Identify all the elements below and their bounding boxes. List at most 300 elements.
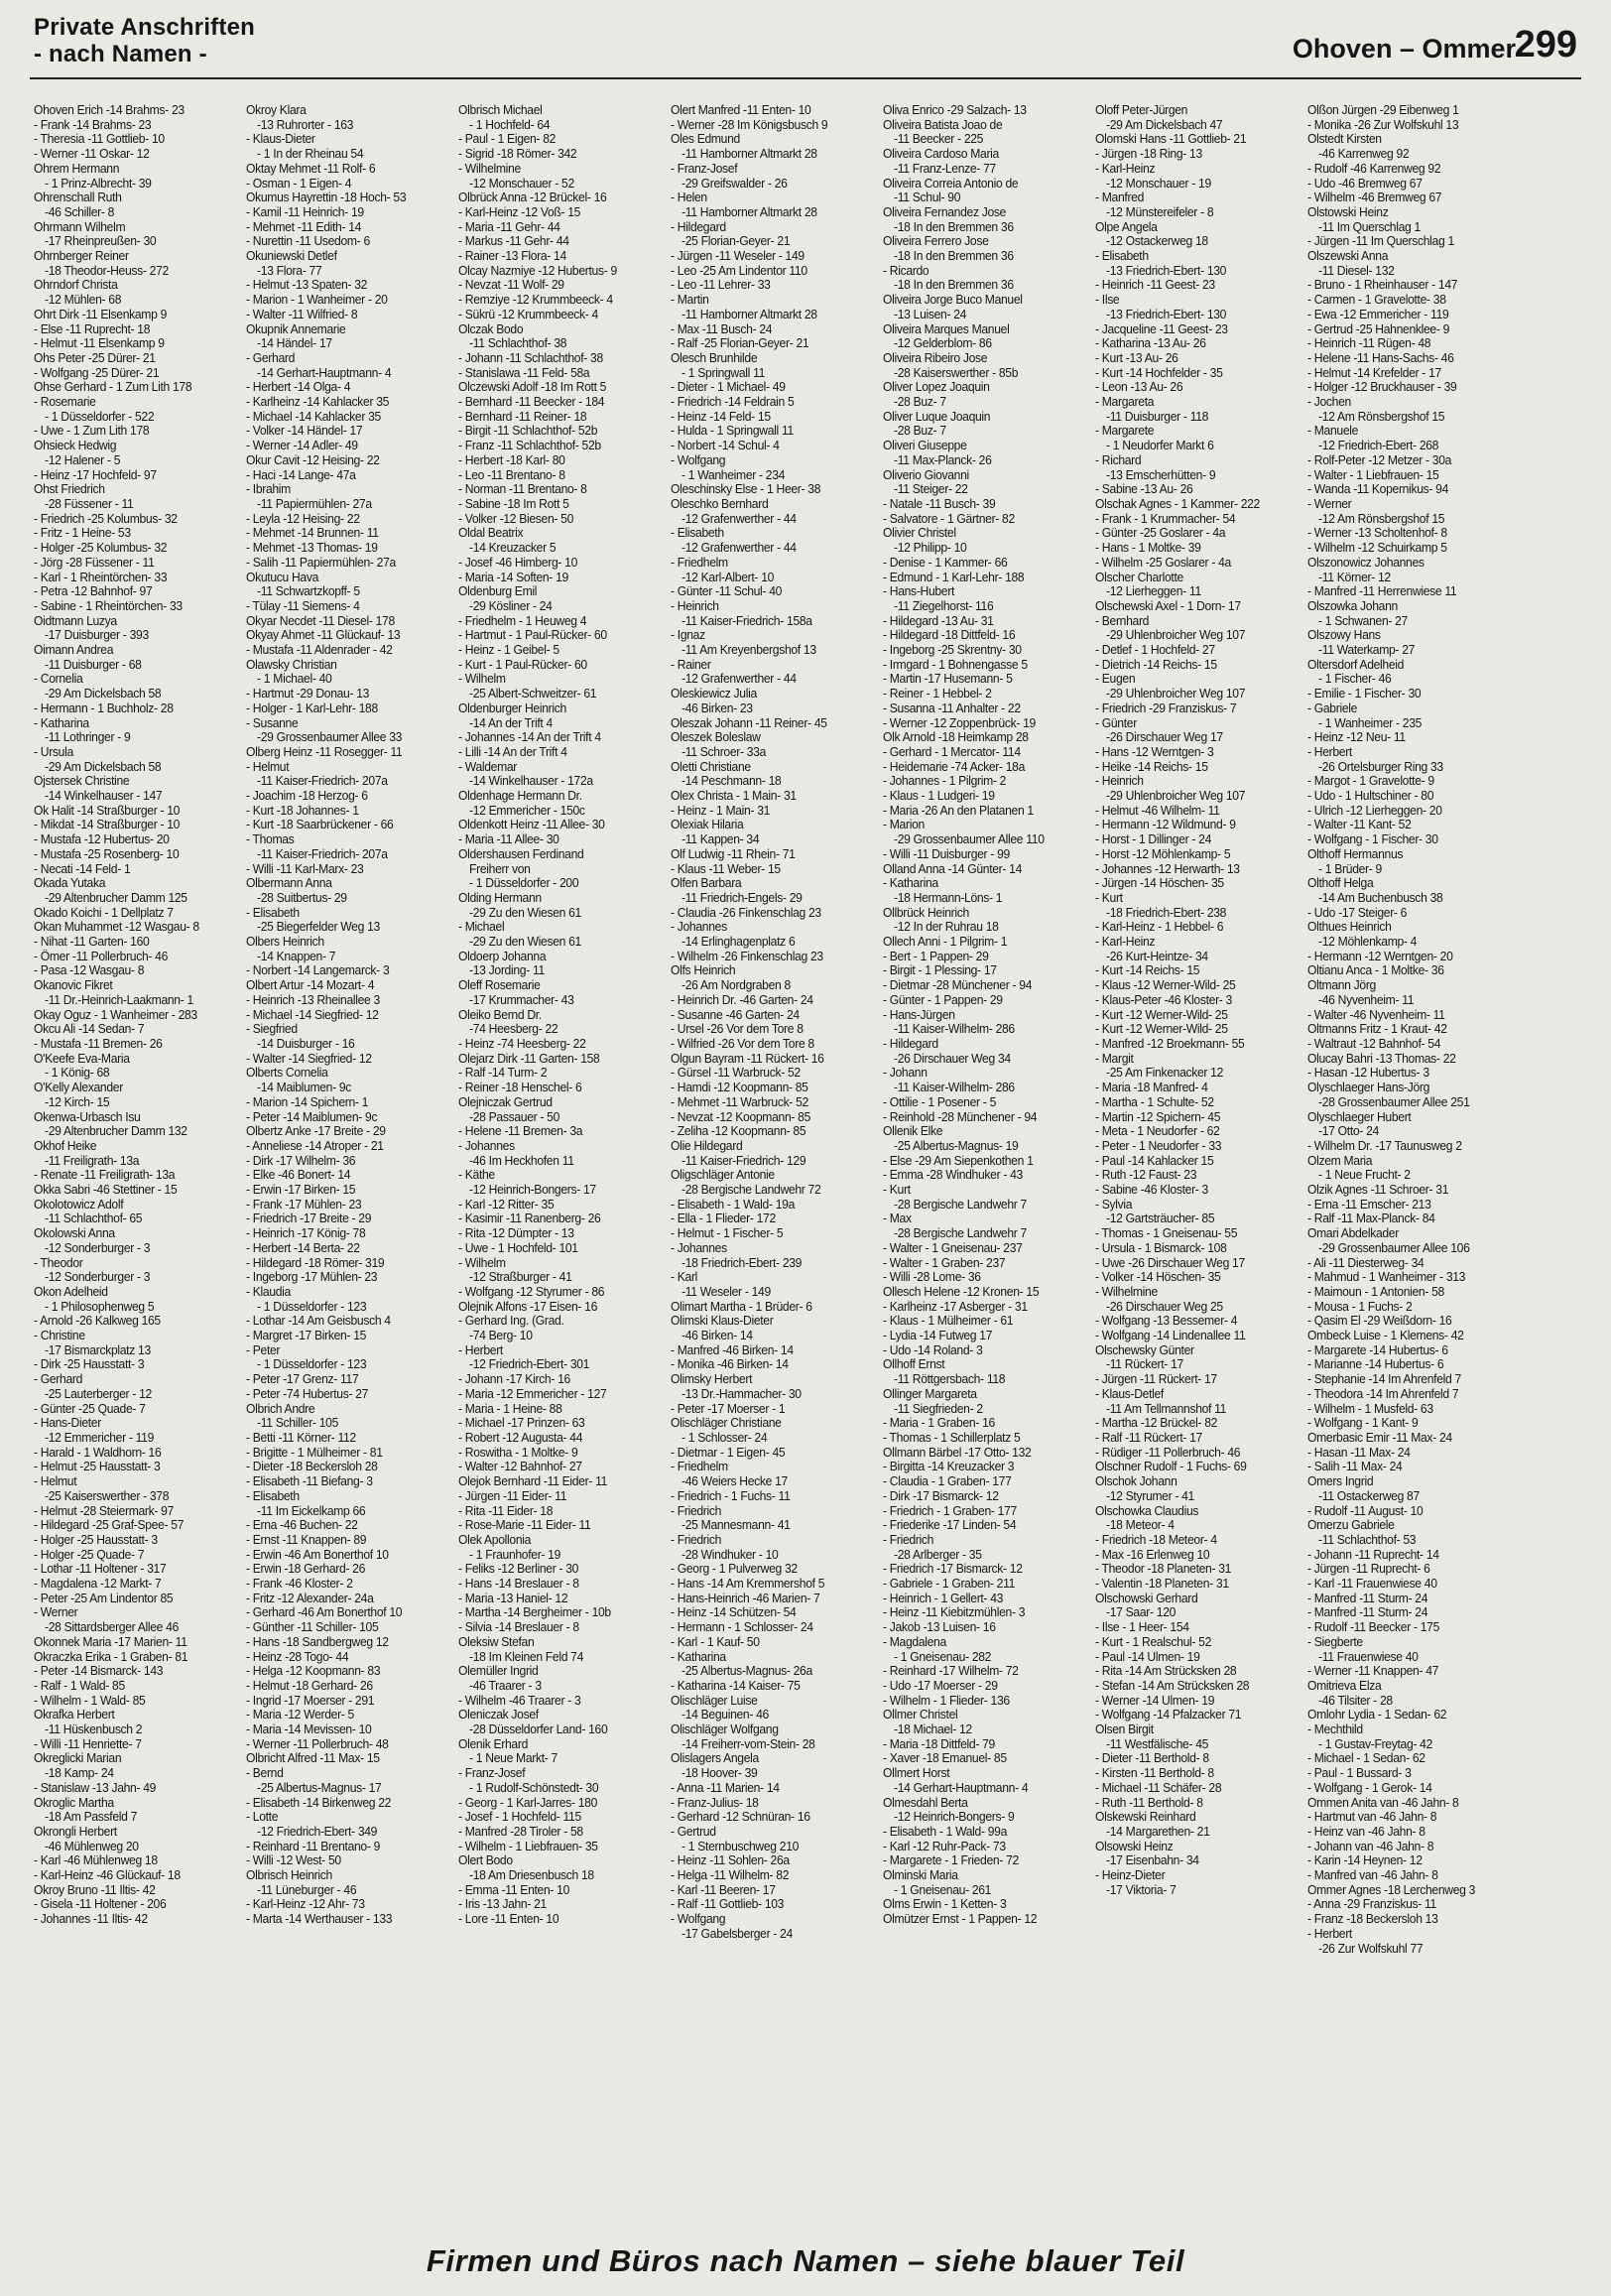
listing-entry: - Helmut -28 Steiermark- 97	[34, 1503, 174, 1518]
listing-entry: -12 Philipp- 10	[894, 541, 967, 556]
listing-entry: - Rudolf -46 Karrenweg 92	[1307, 161, 1441, 176]
listing-entry: - Manfred -12 Broekmann- 55	[1095, 1037, 1245, 1051]
listing-entry: - 1 Fraunhofer- 19	[469, 1547, 561, 1562]
listing-entry: Olschewsky Günter	[1095, 1342, 1194, 1357]
listing-entry: - Herbert	[1307, 744, 1352, 759]
listing-entry: - Karl -11 Beeren- 17	[671, 1882, 776, 1897]
listing-entry: -12 Halener - 5	[45, 452, 121, 467]
listing-entry: Okonnek Maria -17 Marien- 11	[34, 1634, 187, 1649]
listing-entry: O'Keefe Eva-Maria	[34, 1051, 130, 1066]
listing-entry: - Günter -11 Schul- 40	[671, 584, 783, 599]
listing-entry: - Gerhard -46 Am Bonerthof 10	[246, 1605, 403, 1620]
listing-entry: Olischläger Wolfgang	[671, 1722, 779, 1737]
listing-entry: -25 Florian-Geyer- 21	[682, 234, 791, 249]
listing-entry: - Peter - 1 Neudorfer - 33	[1095, 1138, 1222, 1153]
listing-entry: -12 Am Rönsbergshof 15	[1318, 409, 1445, 424]
listing-entry: -18 Am Driesenbusch 18	[469, 1868, 594, 1883]
listing-entry: Ollesch Helene -12 Kronen- 15	[883, 1284, 1040, 1299]
listing-entry: Oktay Mehmet -11 Rolf- 6	[246, 161, 376, 176]
listing-entry: -25 Biegerfelder Weg 13	[257, 920, 380, 935]
listing-entry: - Ottilie - 1 Posener - 5	[883, 1094, 996, 1109]
listing-entry: - Kurt	[1095, 890, 1123, 905]
listing-entry: - Willi -28 Lome- 36	[883, 1270, 981, 1285]
listing-entry: - Mehmet -13 Thomas- 19	[246, 541, 378, 556]
listing-entry: - Harald - 1 Waldhorn- 16	[34, 1445, 162, 1460]
listing-entry: Olland Anna -14 Günter- 14	[883, 861, 1023, 876]
listing-entry: Oltersdorf Adelheid	[1307, 657, 1405, 672]
listing-entry: - Hulda - 1 Springwall 11	[671, 424, 794, 439]
listing-entry: - Jürgen -11 Weseler - 149	[671, 249, 805, 264]
listing-entry: -18 In den Bremmen 36	[894, 278, 1014, 293]
listing-entry: -11 Kaiser-Friedrich- 129	[682, 1153, 806, 1168]
listing-entry: - Werner -11 Knappen- 47	[1307, 1664, 1439, 1679]
listing-entry: -11 Duisburger - 68	[45, 657, 142, 672]
listing-entry: Olf Ludwig -11 Rhein- 71	[671, 846, 796, 861]
listing-entry: - Maria - 1 Heine- 88	[458, 1401, 562, 1416]
listing-entry: - Leo -11 Brentano- 8	[458, 467, 565, 482]
listing-entry: -11 Kaiser-Friedrich- 207a	[257, 846, 388, 861]
listing-entry: - Hartmut -29 Donau- 13	[246, 687, 370, 702]
listing-entry: - Frank -46 Kloster- 2	[246, 1577, 353, 1592]
listing-entry: - Gabriele - 1 Graben- 211	[883, 1577, 1016, 1592]
listing-entry: - Sabine -46 Kloster- 3	[1095, 1183, 1208, 1198]
listing-entry: - Margareta	[1095, 395, 1155, 410]
listing-entry: - Dirk -17 Wilhelm- 36	[246, 1153, 356, 1168]
listing-entry: -26 Kurt-Heintze- 34	[1106, 949, 1208, 963]
listing-entry: - Maria -13 Haniel- 12	[458, 1591, 568, 1605]
listing-entry: -74 Heesberg- 22	[469, 1022, 558, 1037]
listing-entry: - 1 Brüder- 9	[1318, 861, 1382, 876]
listing-entry: - Iris -13 Jahn- 21	[458, 1897, 547, 1912]
listing-entry: -28 Sittardsberger Allee 46	[45, 1620, 180, 1635]
listing-entry: - Ricardo	[883, 263, 929, 278]
listing-entry: -18 Im Kleinen Feld 74	[469, 1649, 584, 1664]
listing-entry: - Sylvia	[1095, 1197, 1133, 1212]
listing-entry: - Hartmut - 1 Paul-Rücker- 60	[458, 628, 607, 643]
listing-entry: - Kasimir -11 Ranenberg- 26	[458, 1212, 601, 1226]
listing-entry: Oligschläger Antonie	[671, 1168, 775, 1183]
listing-entry: Okroy Klara	[246, 103, 307, 117]
listing-entry: - Friedrich -14 Feldrain 5	[671, 395, 795, 410]
listing-entry: - Klaus -12 Werner-Wild- 25	[1095, 978, 1236, 993]
listing-entry: - Karl-Heinz	[1095, 161, 1156, 176]
listing-entry: - Ilse	[1095, 293, 1120, 308]
listing-entry: Olejniczak Gertrud	[458, 1094, 553, 1109]
listing-entry: - Michael -11 Schäfer- 28	[1095, 1780, 1222, 1795]
listing-entry: - Mustafa -12 Hubertus- 20	[34, 832, 170, 847]
listing-entry: - Maria -18 Manfred- 4	[1095, 1081, 1208, 1095]
listing-entry: Oliveira Cardoso Maria	[883, 147, 999, 162]
listing-entry: - 1 Neue Frucht- 2	[1318, 1168, 1411, 1183]
listing-entry: -11 Körner- 12	[1318, 570, 1391, 584]
listing-entry: - Kamil -11 Heinrich- 19	[246, 204, 364, 219]
listing-entry: -12 Am Rönsbergshof 15	[1318, 511, 1445, 526]
listing-entry: -28 Bergische Landwehr 7	[894, 1226, 1027, 1241]
listing-entry: Okreglicki Marian	[34, 1751, 122, 1766]
listing-entry: - Stanislawa -11 Feld- 58a	[458, 365, 590, 380]
listing-entry: - Volker -14 Höschen- 35	[1095, 1270, 1221, 1285]
listing-entry: -29 Zu den Wiesen 61	[469, 905, 581, 920]
listing-entry: - Wilhelm - 1 Liebfrauen- 35	[458, 1839, 598, 1853]
listing-entry: Omers Ingrid	[1307, 1474, 1374, 1489]
listing-entry: Olucay Bahri -13 Thomas- 22	[1307, 1051, 1456, 1066]
listing-entry: - Bert - 1 Pappen- 29	[883, 949, 989, 963]
listing-entry: - Manuele	[1307, 424, 1359, 439]
listing-entry: - Nevzat -12 Koopmann- 85	[671, 1109, 810, 1124]
listing-entry: - Johannes - 1 Pilgrim- 2	[883, 774, 1007, 789]
listing-entry: - Willi -11 Karl-Marx- 23	[246, 861, 364, 876]
listing-entry: - Hans-Hubert	[883, 584, 955, 599]
listing-entry: - Wolfgang - 1 Gerok- 14	[1307, 1780, 1432, 1795]
listing-entry: Okuniewski Detlef	[246, 249, 337, 264]
listing-entry: Olischläger Christiane	[671, 1416, 782, 1431]
listing-entry: Oliveira Ferrero Jose	[883, 234, 989, 249]
listing-entry: - Werner -12 Zoppenbrück- 19	[883, 715, 1036, 730]
listing-entry: -14 Händel- 17	[257, 336, 332, 351]
listing-entry: - Dirk -17 Bismarck- 12	[883, 1488, 999, 1503]
listing-entry: -12 Friedrich-Ebert- 301	[469, 1357, 590, 1372]
listing-entry: Olzem Maria	[1307, 1153, 1373, 1168]
listing-entry: - Ulrich -12 Lierheggen- 20	[1307, 803, 1442, 818]
listing-entry: - Friedhelm - 1 Heuweg 4	[458, 613, 587, 628]
listing-entry: - Karl -46 Mühlenweg 18	[34, 1853, 158, 1868]
listing-entry: - Günter -25 Quade- 7	[34, 1401, 146, 1416]
listing-entry: - Katharina	[671, 1649, 726, 1664]
listing-entry: -14 Knappen- 7	[257, 949, 336, 963]
listing-entry: -11 Duisburger - 118	[1106, 409, 1209, 424]
listing-entry: -28 Windhuker - 10	[682, 1547, 779, 1562]
listing-entry: - Hermann -12 Werntgen- 20	[1307, 949, 1453, 963]
listing-entry: - Katharina -13 Au- 26	[1095, 336, 1206, 351]
listing-entry: Olschewski Axel - 1 Dorn- 17	[1095, 598, 1241, 613]
listing-entry: - Johannes	[671, 920, 727, 935]
listing-entry: - Ursula - 1 Bismarck- 108	[1095, 1240, 1227, 1255]
listing-entry: - Michael -14 Siegfried- 12	[246, 1007, 379, 1022]
listing-entry: - Lore -11 Enten- 10	[458, 1912, 559, 1927]
listing-entry: - Ursula	[34, 744, 73, 759]
listing-entry: - Nurettin -11 Usedom- 6	[246, 234, 370, 249]
listing-entry: -28 Arlberger - 35	[894, 1547, 982, 1562]
listing-entry: -11 Kaiser-Wilhelm- 286	[894, 1022, 1015, 1037]
listing-entry: Oldal Beatrix	[458, 526, 524, 541]
listing-entry: -11 Max-Planck- 26	[894, 452, 992, 467]
listing-entry: Olfen Barbara	[671, 876, 742, 891]
listing-entry: -46 Im Heckhofen 11	[469, 1153, 574, 1168]
listing-entry: - Heinz -12 Neu- 11	[1307, 730, 1406, 745]
listing-entry: -12 Karl-Albert- 10	[682, 570, 775, 584]
listing-entry: -13 Friedrich-Ebert- 130	[1106, 307, 1227, 321]
listing-entry: Okenwa-Urbasch Isu	[34, 1109, 141, 1124]
listing-entry: - Wolfgang - 1 Kant- 9	[1307, 1416, 1419, 1431]
listing-entry: -29 Uhlenbroicher Weg 107	[1106, 789, 1246, 804]
listing-entry: - Klaudia	[246, 1284, 291, 1299]
listing-entry: - Uwe - 1 Zum Lith 178	[34, 424, 150, 439]
listing-entry: - Heidemarie -74 Acker- 18a	[883, 759, 1026, 774]
listing-entry: - Paul - 1 Bussard- 3	[1307, 1766, 1412, 1781]
listing-entry: Ohse Gerhard - 1 Zum Lith 178	[34, 380, 192, 395]
listing-entry: - Walter - 1 Gneisenau- 237	[883, 1240, 1023, 1255]
listing-entry: -14 Gerhart-Hauptmann- 4	[894, 1780, 1029, 1795]
listing-entry: -12 Grafenwerther - 44	[682, 541, 797, 556]
listing-entry: - Jürgen -11 Rückert- 17	[1095, 1372, 1217, 1387]
listing-entry: - 1 Neue Markt- 7	[469, 1751, 558, 1766]
listing-entry: Ommen Anita van -46 Jahn- 8	[1307, 1795, 1459, 1810]
listing-entry: Ollmann Bärbel -17 Otto- 132	[883, 1445, 1032, 1460]
listing-entry: -18 Am Passfeld 7	[45, 1810, 138, 1825]
listing-entry: - Gerhard -12 Schnüran- 16	[671, 1810, 810, 1825]
listing-entry: - Elisabeth - 1 Wald- 99a	[883, 1824, 1008, 1839]
listing-entry: Ok Halit -14 Straßburger - 10	[34, 803, 181, 818]
listing-entry: - Hildegard	[883, 1037, 938, 1051]
listing-entry: - 1 Wanheimer - 234	[682, 467, 786, 482]
listing-entry: - Reiner -18 Henschel- 6	[458, 1081, 582, 1095]
listing-entry: - Elisabeth - 1 Wald- 19a	[671, 1197, 796, 1212]
listing-entry: - Hans -14 Am Kremmershof 5	[671, 1577, 825, 1592]
listing-entry: -25 Albertus-Magnus- 17	[257, 1780, 382, 1795]
listing-entry: -12 Gelderblom- 86	[894, 336, 992, 351]
listing-entry: - Ralf -25 Florian-Geyer- 21	[671, 336, 809, 351]
section-title-line1: Private Anschriften	[34, 14, 255, 41]
listing-entry: - Irmgard - 1 Bohnengasse 5	[883, 657, 1028, 672]
listing-entry: - Erna -46 Buchen- 22	[246, 1518, 358, 1533]
listing-entry: - Gertrud	[671, 1824, 716, 1839]
listing-entry: -28 Füssener - 11	[45, 496, 134, 511]
listing-entry: - Wolfgang - 1 Fischer- 30	[1307, 832, 1438, 847]
listing-entry: Oleksiw Stefan	[458, 1634, 535, 1649]
listing-entry: - Denise - 1 Kammer- 66	[883, 555, 1008, 570]
listing-entry: Freiherr von	[469, 861, 531, 876]
listing-entry: - Wilhelm - 1 Musfeld- 63	[1307, 1401, 1433, 1416]
listing-entry: - Walter - 1 Graben- 237	[883, 1255, 1006, 1270]
listing-entry: Oletti Christiane	[671, 759, 751, 774]
listing-entry: - 1 Düsseldorfer - 123	[257, 1299, 367, 1314]
listing-entry: Oliver Luque Joaquin	[883, 409, 991, 424]
listing-entry: -11 Schiller- 105	[257, 1416, 339, 1431]
listing-entry: - Reinhold -28 Münchener - 94	[883, 1109, 1038, 1124]
listing-entry: -12 Straßburger - 41	[469, 1270, 572, 1285]
listing-entry: Oldenburg Emil	[458, 584, 538, 599]
listing-entry: - Dietmar - 1 Eigen- 45	[671, 1445, 786, 1460]
listing-entry: -46 Tilsiter - 28	[1318, 1693, 1393, 1708]
listing-entry: Oliveira Marques Manuel	[883, 321, 1010, 336]
listing-entry: - Friedrich -17 Bismarck- 12	[883, 1562, 1023, 1577]
listing-entry: Olesch Brunhilde	[671, 350, 758, 365]
listing-entry: - Heinrich	[671, 598, 719, 613]
listing-entry: -11 Friedrich-Engels- 29	[682, 890, 803, 905]
listing-entry: Ollbrück Heinrich	[883, 905, 969, 920]
listing-entry: - Ilse - 1 Heer- 154	[1095, 1620, 1189, 1635]
listing-entry: - Fritz - 1 Heine- 53	[34, 526, 131, 541]
listing-entry: -74 Berg- 10	[469, 1329, 533, 1343]
listing-entry: - Edmund - 1 Karl-Lehr- 188	[883, 570, 1025, 584]
listing-entry: - Karl -11 Frauenwiese 40	[1307, 1577, 1437, 1592]
listing-entry: - 1 Gustav-Freytag- 42	[1318, 1736, 1433, 1751]
listing-entry: - Wilhelm - 1 Wald- 85	[34, 1693, 146, 1708]
listing-entry: Ollmert Horst	[883, 1766, 950, 1781]
listing-entry: - Leon -13 Au- 26	[1095, 380, 1183, 395]
listing-entry: - Ralf -11 Max-Planck- 84	[1307, 1212, 1435, 1226]
listing-entry: - Renate -11 Freiligrath- 13a	[34, 1168, 176, 1183]
listing-entry: - Ralf -11 Gottlieb- 103	[671, 1897, 785, 1912]
listing-entry: Olexiak Hilaria	[671, 818, 744, 832]
listing-entry: Ohrt Dirk -11 Elsenkamp 9	[34, 307, 168, 321]
listing-entry: - Holger -25 Quade- 7	[34, 1547, 145, 1562]
listing-entry: - Christine	[34, 1329, 85, 1343]
listing-entry: Oliva Enrico -29 Salzach- 13	[883, 103, 1027, 117]
listing-entry: Olejarz Dirk -11 Garten- 158	[458, 1051, 600, 1066]
listing-entry: -11 Ostackerweg 87	[1318, 1488, 1420, 1503]
listing-entry: -28 Suitbertus- 29	[257, 890, 347, 905]
listing-entry: -14 Winkelhauser - 172a	[469, 774, 593, 789]
listing-entry: - Ella - 1 Flieder- 172	[671, 1212, 776, 1226]
listing-entry: -46 Karrenweg 92	[1318, 147, 1410, 162]
listing-entry: - Maria -14 Mevissen- 10	[246, 1722, 372, 1737]
listing-entry: -11 Franz-Lenze- 77	[894, 161, 996, 176]
listing-entry: Okraczka Erika - 1 Graben- 81	[34, 1649, 188, 1664]
listing-entry: - Paul - 1 Eigen- 82	[458, 132, 557, 147]
listing-entry: - Bernhard -11 Beecker - 184	[458, 395, 605, 410]
listing-entry: Olschak Agnes - 1 Kammer- 222	[1095, 496, 1260, 511]
listing-entry: - 1 Düsseldorfer - 522	[45, 409, 155, 424]
listing-entry: - Helga -12 Koopmann- 83	[246, 1664, 381, 1679]
listing-entry: - Theodor	[34, 1255, 83, 1270]
listing-entry: - Udo - 1 Hultschiner - 80	[1307, 789, 1434, 804]
listing-entry: - Josef - 1 Hochfeld- 115	[458, 1810, 581, 1825]
listing-entry: -11 Westfälische- 45	[1106, 1736, 1209, 1751]
listing-entry: - Katharina -14 Kaiser- 75	[671, 1678, 801, 1693]
listing-entry: - Thomas	[246, 832, 295, 847]
listing-entry: - Udo -17 Steiger- 6	[1307, 905, 1408, 920]
listing-entry: - Holger -12 Bruckhauser - 39	[1307, 380, 1457, 395]
listing-entry: - 1 Rudolf-Schönstedt- 30	[469, 1780, 599, 1795]
listing-entry: -12 Möhlenkamp- 4	[1318, 935, 1418, 950]
listing-entry: - Ömer -11 Pollerbruch- 46	[34, 949, 169, 963]
listing-entry: -12 Friedrich-Ebert- 349	[257, 1824, 378, 1839]
listing-entry: - Heinrich	[1095, 774, 1144, 789]
listing-entry: - Dietrich -14 Reichs- 15	[1095, 657, 1217, 672]
listing-entry: -11 Schul- 90	[894, 191, 961, 205]
listing-entry: -18 Meteor- 4	[1106, 1518, 1175, 1533]
listing-entry: - Johannes -12 Herwarth- 13	[1095, 861, 1240, 876]
listing-entry: - Mustafa -25 Rosenberg- 10	[34, 846, 180, 861]
listing-entry: - Karlheinz -14 Kahlacker 35	[246, 395, 390, 410]
listing-entry: Olbertz Anke -17 Breite - 29	[246, 1124, 386, 1139]
listing-entry: - Werner -14 Ulmen- 19	[1095, 1693, 1215, 1708]
listing-entry: - Gerhard	[246, 350, 296, 365]
listing-entry: - Kurt -14 Hochfelder - 35	[1095, 365, 1223, 380]
listing-entry: - Werner	[34, 1605, 78, 1620]
listing-entry: -12 Grafenwerther - 44	[682, 511, 797, 526]
listing-entry: - Walter -46 Nyvenheim- 11	[1307, 1007, 1445, 1022]
listing-entry: - Dieter - 1 Michael- 49	[671, 380, 786, 395]
listing-entry: -11 Am Tellmannshof 11	[1106, 1401, 1227, 1416]
listing-entry: Oltianu Anca - 1 Moltke- 36	[1307, 963, 1444, 978]
listing-entry: - Ruth -12 Faust- 23	[1095, 1168, 1197, 1183]
listing-entry: - Klaus-Peter -46 Kloster- 3	[1095, 992, 1232, 1007]
listing-entry: - Hildegard -13 Au- 31	[883, 613, 994, 628]
listing-entry: Okka Sabri -46 Stettiner - 15	[34, 1183, 178, 1198]
listing-entry: - Paul -14 Ulmen- 19	[1095, 1649, 1200, 1664]
listing-entry: Olschok Johann	[1095, 1474, 1177, 1489]
listing-entry: - Karlheinz -17 Asberger - 31	[883, 1299, 1028, 1314]
listing-entry: Olsowski Heinz	[1095, 1839, 1174, 1853]
listing-entry: - Peter -14 Maiblumen- 9c	[246, 1109, 378, 1124]
listing-entry: - Reinhard -11 Brentano- 9	[246, 1839, 381, 1853]
listing-entry: - Ralf -14 Turm- 2	[458, 1066, 548, 1081]
listing-entry: - Kurt -18 Johannes- 1	[246, 803, 359, 818]
listing-entry: -14 Duisburger - 16	[257, 1037, 355, 1051]
listing-entry: - Ernst -11 Knappen- 89	[246, 1532, 367, 1547]
listing-entry: - Dietmar -28 Münchener - 94	[883, 978, 1033, 993]
listing-entry: - Friederike -17 Linden- 54	[883, 1518, 1017, 1533]
listing-entry: - 1 Sternbuschweg 210	[682, 1839, 800, 1853]
listing-entry: - Elisabeth	[1095, 249, 1149, 264]
listing-entry: - 1 Gneisenau- 282	[894, 1649, 992, 1664]
listing-entry: - Georg - 1 Karl-Jarres- 180	[458, 1795, 597, 1810]
listing-entry: Olminski Maria	[883, 1868, 958, 1883]
listing-entry: Olert Manfred -11 Enten- 10	[671, 103, 811, 117]
listing-entry: - Walter -12 Bahnhof- 27	[458, 1460, 582, 1474]
listing-entry: Olemüller Ingrid	[458, 1664, 539, 1679]
listing-entry: -26 Zur Wolfskuhl 77	[1318, 1941, 1424, 1956]
listing-entry: - Erwin -18 Gerhard- 26	[246, 1562, 366, 1577]
listing-entry: O'Kelly Alexander	[34, 1081, 123, 1095]
listing-entry: - Hermann -12 Wildmund- 9	[1095, 818, 1236, 832]
listing-entry: - Monika -26 Zur Wolfskuhl 13	[1307, 117, 1459, 132]
listing-entry: - Lilli -14 An der Trift 4	[458, 744, 567, 759]
listing-entry: Ollmer Christel	[883, 1708, 958, 1722]
listing-entry: - Anna -29 Franziskus- 11	[1307, 1897, 1436, 1912]
listing-entry: - Helen	[671, 191, 707, 205]
listing-entry: Olpe Angela	[1095, 219, 1158, 234]
listing-entry: - Bernhard	[1095, 613, 1150, 628]
listing-entry: Oliveira Fernandez Jose	[883, 204, 1007, 219]
listing-entry: - Heinrich -11 Rügen- 48	[1307, 336, 1431, 351]
listing-entry: - Johannes	[458, 1138, 515, 1153]
listing-entry: -26 Dirschauer Weg 25	[1106, 1299, 1223, 1314]
listing-column-3	[458, 103, 663, 2232]
listing-entry: Olschner Rudolf - 1 Fuchs- 69	[1095, 1460, 1247, 1474]
listing-entry: Oleskiewicz Julia	[671, 687, 757, 702]
listing-entry: - Gürsel -11 Warbruck- 52	[671, 1066, 801, 1081]
listing-entry: -11 Hamborner Altmarkt 28	[682, 307, 817, 321]
listing-entry: -11 Papiermühlen- 27a	[257, 496, 372, 511]
listing-entry: - Volker -12 Biesen- 50	[458, 511, 574, 526]
listing-entry: - Werner -13 Scholtenhof- 8	[1307, 526, 1447, 541]
listing-entry: Oliveira Correia Antonio de	[883, 176, 1019, 191]
listing-entry: - Friedrich	[671, 1532, 722, 1547]
listing-entry: - 1 Michael- 40	[257, 672, 332, 687]
listing-column-7	[1307, 103, 1512, 2232]
listing-entry: Olczewski Adolf -18 Im Rott 5	[458, 380, 607, 395]
listing-entry: -29 Altenbrucher Damm 125	[45, 890, 187, 905]
listing-entry: Oleiko Bernd Dr.	[458, 1007, 542, 1022]
listing-entry: - Stefan -14 Am Strücksken 28	[1095, 1678, 1250, 1693]
listing-entry: - Josef -46 Himberg- 10	[458, 555, 578, 570]
listing-entry: -12 Emmericher - 150c	[469, 803, 585, 818]
listing-entry: - Brigitte - 1 Mülheimer - 81	[246, 1445, 383, 1460]
listing-entry: - Walter -11 Wilfried- 8	[246, 307, 358, 321]
listing-entry: - Katharina	[34, 715, 89, 730]
listing-entry: - Mechthild	[1307, 1722, 1363, 1737]
listing-entry: - Gertrud -25 Hahnenklee- 9	[1307, 321, 1450, 336]
listing-entry: - Jürgen -18 Ring- 13	[1095, 147, 1202, 162]
listing-entry: - Petra -12 Bahnhof- 97	[34, 584, 153, 599]
listing-entry: - Hans -14 Breslauer - 8	[458, 1577, 579, 1592]
listing-entry: - Carmen - 1 Gravelotte- 38	[1307, 293, 1446, 308]
listing-entry: -11 Lothringer - 9	[45, 730, 131, 745]
listing-entry: - Wilhelmine	[1095, 1284, 1158, 1299]
